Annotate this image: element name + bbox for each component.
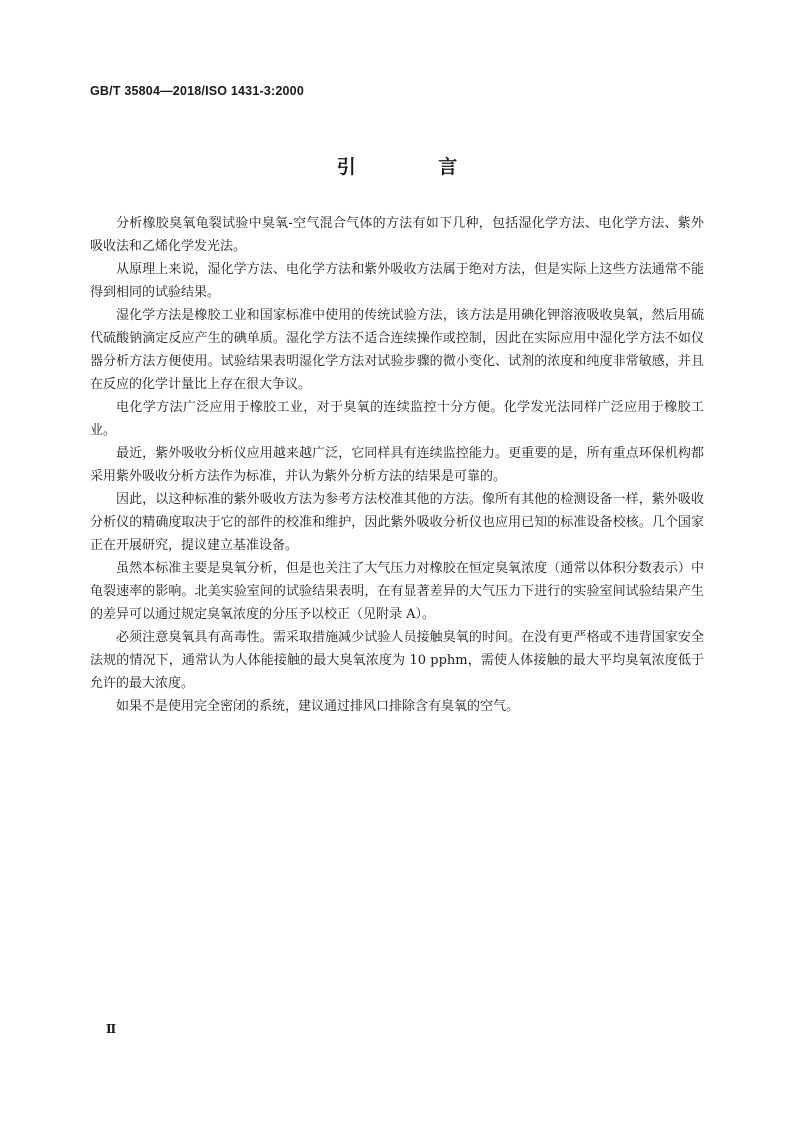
paragraph-6: 因此，以这种标准的紫外吸收方法为参考方法校准其他的方法。像所有其他的检测设备一样，紫外吸收分析仪的精确度取决于它的部件的校准和维护，因此紫外吸收分析仪也应用已知的标准设备校核。几个国家正在开展研究，提议建立基准设备。 [90,492,704,553]
paragraph-3: 湿化学方法是橡胶工业和国家标准中使用的传统试验方法，该方法是用碘化钾溶液吸收臭氧，然后用硫代硫酸钠滴定反应产生的碘单质。湿化学方法不适合连续操作或控制，因此在实际应用中湿化学方法不如仪器分析方法方便使用。试验结果表明湿化学方法对试验步骤的微小变化、试剂的浓度和纯度非常敏感，并且在反应的化学计量比上存在很大争议。 [90,308,704,392]
page-number: Ⅱ [106,1022,117,1036]
paragraph-5: 最近，紫外吸收分析仪应用越来越广泛，它同样具有连续监控能力。更重要的是，所有重点环保机构都采用紫外吸收分析方法作为标准，并认为紫外分析方法的结果是可靠的。 [90,446,704,484]
standard-number-header: GB/T 35804—2018/ISO 1431-3:2000 [90,84,304,98]
page-title: 引 言 [336,156,496,178]
paragraph-1: 分析橡胶臭氧龟裂试验中臭氧-空气混合气体的方法有如下几种，包括湿化学方法、电化学方法、紫外吸收法和乙烯化学发光法。 [90,216,704,254]
paragraph-4: 电化学方法广泛应用于橡胶工业，对于臭氧的连续监控十分方便。化学发光法同样广泛应用于橡胶工业。 [90,400,704,438]
paragraph-2: 从原理上来说，湿化学方法、电化学方法和紫外吸收方法属于绝对方法，但是实际上这些方法通常不能得到相同的试验结果。 [90,262,704,300]
paragraph-9: 如果不是使用完全密闭的系统，建议通过排风口排除含有臭氧的空气。 [116,699,520,714]
paragraph-7: 虽然本标准主要是臭氧分析，但是也关注了大气压力对橡胶在恒定臭氧浓度（通常以体积分数表示）中龟裂速率的影响。北美实验室间的试验结果表明，在有显著差异的大气压力下进行的实验室间试验结果产生的差异可以通过规定臭氧浓度的分压予以校正（见附录 A）。 [90,561,704,622]
introduction-body [90,212,704,718]
paragraph-8: 必须注意臭氧具有高毒性。需采取措施减少试验人员接触臭氧的时间。在没有更严格或不违背国家安全法规的情况下，通常认为人体能接触的最大臭氧浓度为 10 pphm，需使人体接触的最大平均臭氧浓度低于允许的最大浓度。 [90,630,704,691]
